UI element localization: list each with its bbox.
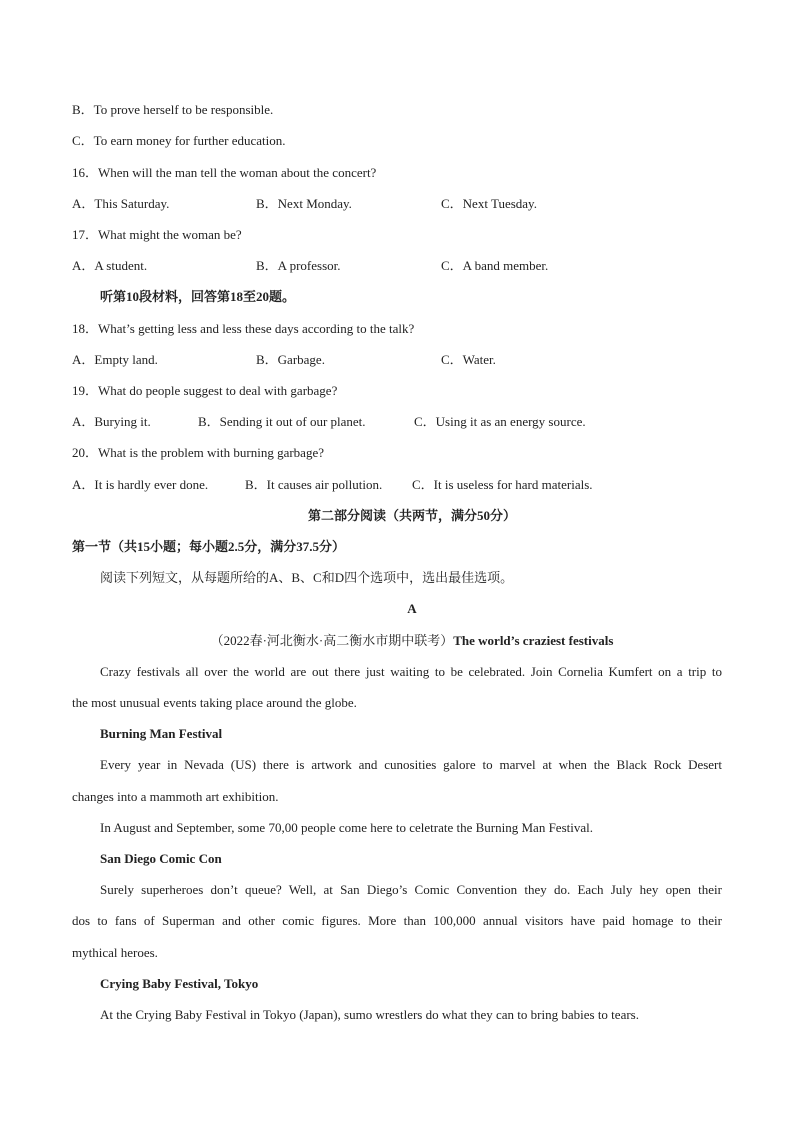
paragraph-2-line-1: Every year in Nevada (US) there is artwork and cunosities galore to marvel at when the Black Rock Desert [100,757,722,772]
q16-option-b: B．Next Monday. [256,196,352,211]
paragraph-4-line-3: mythical heroes. [72,945,158,960]
paragraph-3: In August and September, some 70,00 people come here to celetrate the Burning Man Festival. [100,820,593,835]
q17-option-c: C．A band member. [441,258,549,273]
question-17: 17．What might the woman be? [72,227,242,242]
heading-crying-baby: Crying Baby Festival, Tokyo [100,976,259,991]
paragraph-4-line-2: dos to fans of Superman and other comic figures. More than 100,000 annual visitors have paid homage to their [72,913,722,928]
q17-option-a: A．A student. [72,258,148,273]
paragraph-5: At the Crying Baby Festival in Tokyo (Japan), sumo wrestlers do what they can to bring babies to tears. [100,1007,639,1022]
q20-option-a: A．It is hardly ever done. [72,477,209,492]
question-19: 19．What do people suggest to deal with garbage? [72,383,338,398]
q19-options [72,414,586,430]
q20-option-b: B．It causes air pollution. [245,477,383,492]
q20-option-c: C．It is useless for hard materials. [412,477,593,492]
section-10-heading: 听第10段材料，回答第18至20题。 [100,289,296,304]
q17-options [72,258,548,274]
q17-option-b: B．A professor. [256,258,341,273]
section-1-heading: 第一节（共15小题；每小题2.5分，满分37.5分） [72,539,346,554]
question-20: 20．What is the problem with burning garbage? [72,445,324,460]
passage-title: The world’s craziest festivals [453,633,614,648]
passage-title-line [0,633,794,649]
q18-option-c: C．Water. [441,352,496,367]
q20-options [72,477,593,493]
paragraph-1-line-1: Crazy festivals all over the world are out there just waiting to be celebrated. Join Cornelia Kumfert on a trip to [100,664,722,679]
q18-option-b: B．Garbage. [256,352,325,367]
heading-comic-con: San Diego Comic Con [100,851,222,866]
part-2-heading: 第二部分阅读（共两节，满分50分） [307,508,516,523]
q18-option-a: A．Empty land. [72,352,158,367]
reading-instructions: 阅读下列短文，从每题所给的A、B、C和D四个选项中，选出最佳选项。 [100,570,514,585]
q18-options [72,352,496,368]
q15-option-b: B．To prove herself to be responsible. [72,102,274,117]
question-18: 18．What’s getting less and less these days according to the talk? [72,321,415,336]
q19-option-a: A．Burying it. [72,414,151,429]
q16-option-c: C．Next Tuesday. [441,196,537,211]
passage-label: A [407,601,417,616]
heading-burning-man: Burning Man Festival [100,726,223,741]
q16-options [72,196,537,212]
paragraph-4-line-1: Surely superheroes don’t queue? Well, at San Diego’s Comic Convention they do. Each July hey open their [100,882,722,897]
paragraph-1-line-2: the most unusual events taking place around the globe. [72,695,357,710]
q16-option-a: A．This Saturday. [72,196,170,211]
q15-option-c: C．To earn money for further education. [72,133,286,148]
paragraph-2-line-2: changes into a mammoth art exhibition. [72,789,279,804]
q19-option-c: C．Using it as an energy source. [414,414,586,429]
question-16: 16．When will the man tell the woman about the concert? [72,165,377,180]
passage-source: （2022春·河北衡水·高二衡水市期中联考） [210,633,454,648]
q19-option-b: B．Sending it out of our planet. [198,414,366,429]
